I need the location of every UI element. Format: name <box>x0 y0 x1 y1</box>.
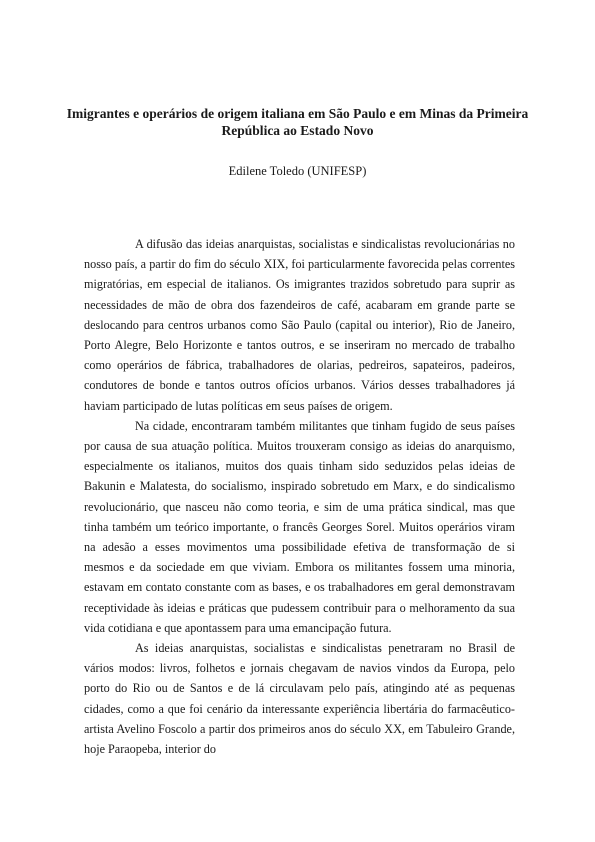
paper-author: Edilene Toledo (UNIFESP) <box>228 164 367 178</box>
paper-body <box>84 234 515 759</box>
body-paragraph: A difusão das ideias anarquistas, socialistas e sindicalistas revolucionárias no nosso país, a partir do fim do século XIX, foi particularmente favorecida pelas correntes migratórias, em especial de italianos. Os imigrantes trazidos sobretudo para suprir as necessidades de mão de obra dos fazendeiros de café, acabaram em grande parte se deslocando para centros urbanos como São Paulo (capital ou interior), Rio de Janeiro, Porto Alegre, Belo Horizonte e tantos outros, e se inseriram no mercado de trabalho como operários de fábrica, trabalhadores de olarias, pedreiros, sapateiros, padeiros, condutores de bonde e tantos outros ofícios urbanos. Vários desses trabalhadores já haviam participado de lutas políticas em seus países de origem. <box>84 237 515 413</box>
body-paragraph: As ideias anarquistas, socialistas e sindicalistas penetraram no Brasil de vários modos: livros, folhetos e jornais chegavam de navios vindos da Europa, pelo porto do Rio ou de Santos e de lá circulavam pelo país, atingindo até as pequenas cidades, como a que foi cenário da interessante experiência libertária do farmacêutico-artista Avelino Foscolo a partir dos primeiros anos do século XX, em Tabuleiro Grande, hoje Paraopeba, interior do <box>84 641 515 757</box>
paper-title: Imigrantes e operários de origem italiana em São Paulo e em Minas da Primeira República ao Estado Novo <box>66 106 529 138</box>
body-paragraph: Na cidade, encontraram também militantes que tinham fugido de seus países por causa de sua atuação política. Muitos trouxeram consigo as ideias do anarquismo, especialmente os italianos, muitos dos quais tinham sido seduzidos pelas ideias de Bakunin e Malatesta, do socialismo, inspirado sobretudo em Marx, e do sindicalismo revolucionário, que nasceu não como teoria, e sim de uma prática sindical, mas que tinha também um teórico importante, o francês Georges Sorel. Muitos operários viram na adesão a esses movimentos uma possibilidade efetiva de transformação de si mesmos e da sociedade em que viviam. Embora os militantes fossem uma minoria, estavam em contato constante com as bases, e os trabalhadores em geral demonstravam receptividade às ideias e práticas que pudessem contribuir para o melhoramento da sua vida cotidiana e que apontassem para uma emancipação futura. <box>84 418 515 635</box>
